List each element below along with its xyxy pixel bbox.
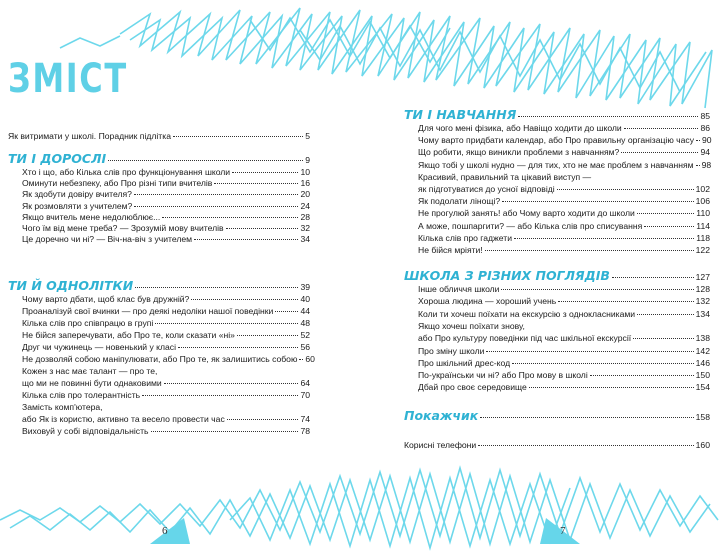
section-title: Покажчик (404, 408, 479, 423)
toc-entry-row[interactable] (418, 123, 710, 133)
toc-entry-title: Корисні телефони (404, 440, 477, 450)
toc-entry-title: Як подолати лінощі? (418, 196, 501, 207)
dot-leader (178, 347, 298, 348)
toc-entry-page: 138 (695, 333, 710, 344)
toc-entry-title: Не бійся мріяти! (418, 245, 483, 255)
dot-leader (194, 239, 298, 240)
toc-entry-row[interactable] (22, 306, 310, 316)
toc-entry-title: Проаналізуй свої вчинки — про деякі недоліки нашої поведінки (22, 306, 274, 316)
toc-entry-row[interactable] (418, 296, 710, 306)
toc-entry-page: 74 (300, 414, 310, 424)
toc-entry-title: Як здобути довіру вчителя? (22, 189, 132, 200)
toc-entry-page: 5 (305, 131, 310, 141)
dot-leader (227, 419, 299, 420)
toc-entry-row[interactable] (22, 223, 310, 233)
toc-entry-title: Красивий, правильний та цікавий виступ — (418, 171, 592, 182)
toc-entry-row[interactable] (418, 333, 710, 343)
toc-entry-row[interactable] (22, 318, 310, 328)
toc-entry-title: По-українськи чи ні? або Про мову в школі (418, 370, 588, 381)
toc-entry-page: 44 (300, 306, 310, 316)
dot-leader (633, 338, 694, 339)
toc-entry-row[interactable] (22, 178, 310, 188)
toc-entry-title: Для чого мені фізика, або Навіщо ходити до школи (418, 123, 622, 133)
dot-leader (637, 314, 694, 315)
dot-leader (612, 277, 694, 278)
toc-entry-page: 86 (700, 123, 710, 133)
toc-entry-row[interactable] (418, 135, 710, 145)
dot-leader (275, 311, 298, 312)
dot-leader (135, 287, 298, 288)
toc-entry-row[interactable] (22, 390, 310, 400)
toc-entry-page: 134 (695, 308, 710, 319)
toc-entry-row[interactable] (22, 426, 310, 436)
toc-entry-page: 128 (695, 284, 710, 294)
toc-entry-row[interactable] (22, 354, 315, 364)
toc-entry-row[interactable] (22, 189, 310, 199)
section-page: 9 (305, 155, 310, 165)
toc-entry-page: 48 (300, 318, 310, 328)
toc-entry-row[interactable] (22, 366, 310, 376)
toc-entry-title: Що робити, якщо виникли проблеми з навчанням? (418, 147, 620, 158)
dot-leader (134, 194, 299, 195)
page-number-left: 6 (162, 525, 168, 537)
toc-entry-page: 98 (701, 159, 712, 170)
dot-leader (173, 136, 303, 137)
dot-leader (529, 387, 694, 388)
dot-leader (637, 213, 695, 214)
section-heading-school-views[interactable] (404, 268, 710, 283)
toc-entry-row[interactable] (418, 221, 710, 231)
toc-entry-row[interactable] (418, 172, 710, 182)
toc-entry-row[interactable] (418, 346, 710, 356)
toc-entry-row[interactable] (22, 167, 310, 177)
toc-entry-page: 160 (695, 440, 710, 450)
dot-leader (214, 183, 298, 184)
dot-leader (480, 417, 693, 418)
toc-entry-page: 24 (300, 200, 310, 211)
toc-entry-page: 10 (300, 167, 310, 177)
toc-entry-row[interactable] (418, 284, 710, 294)
dot-leader (142, 395, 298, 396)
toc-intro-row[interactable] (8, 131, 310, 141)
toc-entry-page: 20 (300, 189, 310, 200)
section-title: ТИ Й ОДНОЛІТКИ (8, 278, 134, 293)
toc-entry-title: Хто і що, або Кілька слів про функціонування школи (22, 167, 231, 177)
toc-entry-row[interactable] (418, 382, 710, 392)
section-page: 127 (695, 272, 710, 282)
dot-leader (502, 201, 694, 202)
toc-entry-page: 52 (300, 330, 310, 340)
dot-leader (108, 160, 303, 161)
toc-entry-row[interactable] (22, 234, 310, 244)
dot-leader (512, 363, 694, 364)
toc-entry-row[interactable] (22, 414, 310, 424)
section-heading-index[interactable] (404, 408, 710, 423)
toc-entry-title: Оминути небезпеку, або Про різні типи вчителів (22, 178, 213, 189)
section-page: 158 (695, 412, 710, 422)
toc-entry-title: Про зміну школи (418, 345, 485, 356)
section-heading-peers[interactable] (8, 278, 310, 293)
dot-leader (151, 431, 299, 432)
dot-leader (501, 289, 693, 290)
page-title: ЗМІСТ (8, 56, 128, 102)
toc-entry-title: Друг чи чужинець — новенький у класі (22, 342, 176, 352)
dot-leader (226, 228, 299, 229)
toc-entry-page: 70 (300, 390, 310, 400)
toc-entry-row[interactable] (22, 378, 310, 388)
dot-leader (696, 165, 700, 166)
section-title: ТИ І ДОРОСЛІ (8, 151, 107, 166)
dot-leader (164, 383, 299, 384)
toc-entry-row[interactable] (418, 160, 710, 170)
toc-entry-row[interactable] (418, 370, 710, 380)
dot-leader (232, 172, 298, 173)
section-page: 39 (300, 282, 310, 292)
dot-leader (518, 116, 698, 117)
toc-entry-row[interactable] (418, 208, 710, 218)
toc-entry-row[interactable] (418, 147, 710, 157)
toc-entry-page: 132 (695, 296, 710, 307)
toc-entry-row[interactable] (418, 358, 710, 368)
toc-entry-page: 78 (300, 426, 310, 436)
toc-entry-title: Чого їм від мене треба? — Зрозумій мову вчителів (22, 223, 224, 233)
section-title: ТИ І НАВЧАННЯ (404, 107, 517, 122)
toc-entry-page: 114 (696, 220, 710, 231)
dot-leader (237, 335, 298, 336)
toc-entry-title: Не прогулюй занять! або Чому варто ходити до школи (418, 208, 635, 219)
toc-entry-title: Якщо тобі у школі нудно — для тих, хто не має проблем з навчанням (418, 159, 694, 170)
toc-entry-title: Кілька слів про співпрацю в групі (22, 318, 154, 328)
dot-leader (134, 206, 298, 207)
toc-entry-title: Про шкільний дрес-код (418, 357, 511, 368)
section-heading-adults[interactable] (8, 151, 310, 166)
toc-entry-page: 142 (695, 345, 710, 356)
toc-entry-title: Це доречно чи ні? — Віч-на-віч з учителем (22, 234, 193, 245)
toc-entry-title: Хороша людина — хороший учень (418, 296, 557, 307)
dot-leader (558, 301, 693, 302)
toc-entry-title: Дбай про своє середовище (418, 382, 527, 393)
dot-leader (478, 445, 693, 446)
toc-entry-row[interactable] (22, 201, 310, 211)
toc-entry-row[interactable] (418, 245, 710, 255)
dot-leader (621, 152, 698, 153)
toc-entry-page: 28 (300, 211, 310, 222)
dot-leader (644, 226, 694, 227)
toc-entry-title: Як витримати у школі. Порадник підлітка (8, 131, 171, 141)
dot-leader (590, 375, 694, 376)
toc-entry-page: 64 (300, 378, 310, 388)
toc-entry-title: Коли ти хочеш поїхати на екскурсію з однокласниками (418, 308, 636, 319)
toc-entry-title: Замість комп'ютера, (22, 402, 103, 412)
toc-entry-title: що ми не повинні бути однаковими (22, 378, 162, 388)
toc-entry-page: 106 (695, 196, 710, 207)
page-marker-left (150, 518, 190, 544)
toc-entry-page: 122 (695, 245, 710, 255)
toc-entry-page: 154 (695, 382, 710, 393)
toc-entry-page: 60 (305, 354, 315, 364)
toc-entry-title: Чому варто дбати, щоб клас був дружній? (22, 294, 190, 304)
toc-entry-page: 94 (700, 147, 710, 158)
toc-entry-title: Якщо вчитель мене недолюблює... (22, 211, 161, 222)
toc-entry-page: 16 (300, 178, 310, 189)
toc-entry-row[interactable] (22, 330, 310, 340)
toc-entry-page: 40 (300, 294, 310, 304)
toc-entry-title: Як розмовляти з учителем? (22, 200, 133, 211)
toc-entry-title: як підготуватися до усної відповіді (418, 184, 555, 194)
toc-entry-page: 118 (696, 232, 710, 243)
toc-entry-page: 90 (702, 135, 712, 146)
toc-entry-title: або Як із користю, активно та весело провести час (22, 414, 225, 424)
toc-entry-row[interactable] (22, 212, 310, 222)
toc-entry-title: Кілька слів про гаджети (418, 232, 513, 243)
toc-entry-page: 34 (300, 234, 310, 245)
toc-entry-title: Кожен з нас має талант — про те, (22, 366, 158, 376)
toc-entry-title: або Про культуру поведінки під час шкільної екскурсії (418, 333, 632, 344)
toc-entry-row[interactable] (418, 196, 710, 206)
toc-entry-row[interactable] (22, 402, 310, 412)
toc-entry-row[interactable] (22, 342, 310, 352)
section-page: 85 (700, 111, 710, 121)
toc-entry-row[interactable] (418, 321, 710, 331)
toc-entry-page: 110 (696, 208, 710, 219)
toc-entry-page: 32 (300, 223, 310, 233)
toc-entry-title: Інше обличчя школи (418, 284, 500, 294)
toc-entry-title: А може, пошпаргити? — або Кілька слів про списування (418, 220, 643, 231)
dot-leader (624, 128, 699, 129)
section-heading-study[interactable] (404, 107, 710, 122)
toc-entry-page: 150 (695, 370, 710, 381)
page-number-right: 7 (560, 525, 566, 537)
dot-leader (696, 140, 700, 141)
dot-leader (155, 323, 298, 324)
dot-leader (557, 189, 694, 190)
toc-entry-title: Виховуй у собі відповідальність (22, 426, 149, 436)
dot-leader (299, 359, 303, 360)
toc-entry-page: 102 (695, 184, 710, 194)
toc-entry-page: 146 (695, 357, 710, 368)
toc-entry-row[interactable] (418, 309, 710, 319)
toc-entry-row[interactable] (418, 233, 710, 243)
toc-entry-row[interactable] (404, 440, 710, 450)
toc-entry-row[interactable] (418, 184, 710, 194)
section-title: ШКОЛА З РІЗНИХ ПОГЛЯДІВ (404, 268, 610, 283)
toc-entry-title: Чому варто придбати календар, або Про правильну організацію часу (418, 135, 695, 146)
toc-entry-title: Кілька слів про толерантність (22, 390, 141, 400)
dot-leader (162, 217, 298, 218)
dot-leader (485, 250, 694, 251)
toc-entry-title: Не бійся заперечувати, або Про те, коли сказати «ні» (22, 330, 235, 340)
dot-leader (514, 238, 694, 239)
dot-leader (486, 351, 693, 352)
toc-entry-title: Якщо хочеш поїхати знову, (418, 320, 525, 331)
toc-entry-title: Не дозволяй собою маніпулювати, або Про те, як залишитись собою (22, 354, 298, 364)
toc-entry-page: 56 (300, 342, 310, 352)
dot-leader (191, 299, 298, 300)
toc-entry-row[interactable] (22, 294, 310, 304)
